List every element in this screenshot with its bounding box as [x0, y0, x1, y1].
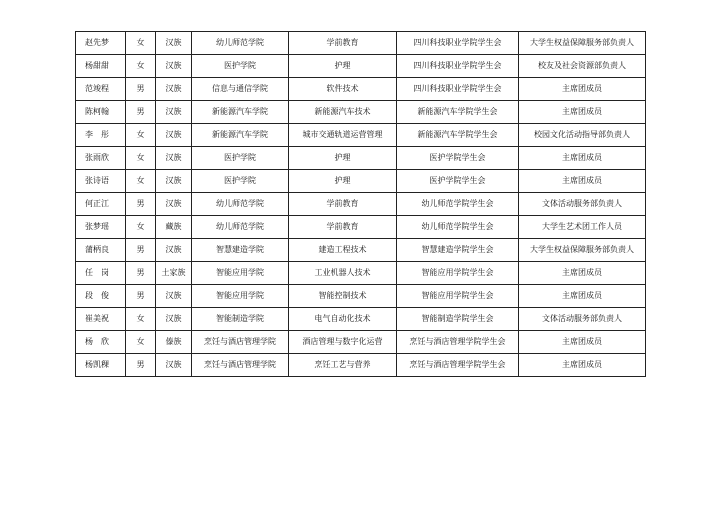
- union-cell: 烹饪与酒店管理学院学生会: [397, 331, 519, 354]
- ethnicity-cell: 汉族: [156, 354, 192, 377]
- major-cell: 护理: [289, 170, 397, 193]
- name-cell: 李 彤: [76, 124, 126, 147]
- table-row: [76, 285, 646, 308]
- gender-cell: 女: [126, 331, 156, 354]
- name-cell: 任 岗: [76, 262, 126, 285]
- union-cell: 烹饪与酒店管理学院学生会: [397, 354, 519, 377]
- table-row: [76, 124, 646, 147]
- ethnicity-cell: 汉族: [156, 101, 192, 124]
- union-cell: 幼儿师范学院学生会: [397, 193, 519, 216]
- union-cell: 幼儿师范学院学生会: [397, 216, 519, 239]
- name-cell: 杨甜甜: [76, 55, 126, 78]
- union-cell: 新能源汽车学院学生会: [397, 101, 519, 124]
- college-cell: 医护学院: [192, 170, 289, 193]
- role-cell: 大学生权益保障服务部负责人: [519, 32, 646, 55]
- table-row: [76, 239, 646, 262]
- ethnicity-cell: 土家族: [156, 262, 192, 285]
- major-cell: 酒店管理与数字化运营: [289, 331, 397, 354]
- major-cell: 护理: [289, 147, 397, 170]
- college-cell: 烹饪与酒店管理学院: [192, 354, 289, 377]
- major-cell: 学前教育: [289, 193, 397, 216]
- gender-cell: 女: [126, 170, 156, 193]
- table-row: [76, 170, 646, 193]
- major-cell: 学前教育: [289, 216, 397, 239]
- college-cell: 新能源汽车学院: [192, 124, 289, 147]
- table-row: [76, 262, 646, 285]
- college-cell: 医护学院: [192, 147, 289, 170]
- gender-cell: 女: [126, 124, 156, 147]
- union-cell: 四川科技职业学院学生会: [397, 32, 519, 55]
- gender-cell: 男: [126, 78, 156, 101]
- table-row: [76, 354, 646, 377]
- major-cell: 电气自动化技术: [289, 308, 397, 331]
- gender-cell: 女: [126, 216, 156, 239]
- ethnicity-cell: 汉族: [156, 308, 192, 331]
- role-cell: 主席团成员: [519, 262, 646, 285]
- union-cell: 四川科技职业学院学生会: [397, 78, 519, 101]
- table-row: [76, 308, 646, 331]
- table-row: [76, 32, 646, 55]
- table-row: [76, 101, 646, 124]
- role-cell: 大学生权益保障服务部负责人: [519, 239, 646, 262]
- role-cell: 主席团成员: [519, 285, 646, 308]
- major-cell: 工业机器人技术: [289, 262, 397, 285]
- gender-cell: 男: [126, 101, 156, 124]
- role-cell: 文体活动服务部负责人: [519, 308, 646, 331]
- role-cell: 校园文化活动指导部负责人: [519, 124, 646, 147]
- role-cell: 主席团成员: [519, 101, 646, 124]
- major-cell: 学前教育: [289, 32, 397, 55]
- name-cell: 杨 欣: [76, 331, 126, 354]
- name-cell: 张梦瑶: [76, 216, 126, 239]
- name-cell: 张雨欣: [76, 147, 126, 170]
- major-cell: 软件技术: [289, 78, 397, 101]
- major-cell: 建造工程技术: [289, 239, 397, 262]
- role-cell: 文体活动服务部负责人: [519, 193, 646, 216]
- role-cell: 主席团成员: [519, 147, 646, 170]
- college-cell: 医护学院: [192, 55, 289, 78]
- college-cell: 烹饪与酒店管理学院: [192, 331, 289, 354]
- union-cell: 医护学院学生会: [397, 147, 519, 170]
- college-cell: 智能应用学院: [192, 285, 289, 308]
- table-row: [76, 216, 646, 239]
- table-row: [76, 193, 646, 216]
- college-cell: 幼儿师范学院: [192, 193, 289, 216]
- college-cell: 智能制造学院: [192, 308, 289, 331]
- role-cell: 大学生艺术团工作人员: [519, 216, 646, 239]
- union-cell: 新能源汽车学院学生会: [397, 124, 519, 147]
- table-row: [76, 331, 646, 354]
- college-cell: 信息与通信学院: [192, 78, 289, 101]
- name-cell: 蒲柄良: [76, 239, 126, 262]
- name-cell: 赵先梦: [76, 32, 126, 55]
- gender-cell: 女: [126, 147, 156, 170]
- gender-cell: 男: [126, 239, 156, 262]
- ethnicity-cell: 汉族: [156, 285, 192, 308]
- name-cell: 杨凯稞: [76, 354, 126, 377]
- table-row: [76, 55, 646, 78]
- major-cell: 城市交通轨道运营管理: [289, 124, 397, 147]
- union-cell: 智慧建造学院学生会: [397, 239, 519, 262]
- name-cell: 何正江: [76, 193, 126, 216]
- ethnicity-cell: 汉族: [156, 124, 192, 147]
- name-cell: 陈柯翰: [76, 101, 126, 124]
- ethnicity-cell: 汉族: [156, 147, 192, 170]
- gender-cell: 男: [126, 193, 156, 216]
- union-cell: 智能应用学院学生会: [397, 285, 519, 308]
- ethnicity-cell: 汉族: [156, 32, 192, 55]
- gender-cell: 女: [126, 308, 156, 331]
- name-cell: 段 俊: [76, 285, 126, 308]
- ethnicity-cell: 汉族: [156, 55, 192, 78]
- gender-cell: 男: [126, 354, 156, 377]
- college-cell: 新能源汽车学院: [192, 101, 289, 124]
- table-row: [76, 78, 646, 101]
- role-cell: 主席团成员: [519, 78, 646, 101]
- gender-cell: 女: [126, 55, 156, 78]
- college-cell: 智能应用学院: [192, 262, 289, 285]
- major-cell: 智能控制技术: [289, 285, 397, 308]
- role-cell: 主席团成员: [519, 331, 646, 354]
- table-row: [76, 147, 646, 170]
- union-cell: 智能应用学院学生会: [397, 262, 519, 285]
- role-cell: 主席团成员: [519, 354, 646, 377]
- major-cell: 新能源汽车技术: [289, 101, 397, 124]
- roster-body: [76, 32, 646, 377]
- ethnicity-cell: 汉族: [156, 78, 192, 101]
- roster-table: [75, 31, 646, 377]
- major-cell: 护理: [289, 55, 397, 78]
- college-cell: 幼儿师范学院: [192, 216, 289, 239]
- gender-cell: 男: [126, 285, 156, 308]
- ethnicity-cell: 汉族: [156, 239, 192, 262]
- ethnicity-cell: 藏族: [156, 216, 192, 239]
- name-cell: 张诗语: [76, 170, 126, 193]
- union-cell: 医护学院学生会: [397, 170, 519, 193]
- name-cell: 崔美祝: [76, 308, 126, 331]
- name-cell: 范竣程: [76, 78, 126, 101]
- ethnicity-cell: 傣族: [156, 331, 192, 354]
- college-cell: 智慧建造学院: [192, 239, 289, 262]
- major-cell: 烹饪工艺与营养: [289, 354, 397, 377]
- gender-cell: 男: [126, 262, 156, 285]
- role-cell: 主席团成员: [519, 170, 646, 193]
- ethnicity-cell: 汉族: [156, 193, 192, 216]
- college-cell: 幼儿师范学院: [192, 32, 289, 55]
- union-cell: 四川科技职业学院学生会: [397, 55, 519, 78]
- role-cell: 校友及社会资源部负责人: [519, 55, 646, 78]
- ethnicity-cell: 汉族: [156, 170, 192, 193]
- gender-cell: 女: [126, 32, 156, 55]
- union-cell: 智能制造学院学生会: [397, 308, 519, 331]
